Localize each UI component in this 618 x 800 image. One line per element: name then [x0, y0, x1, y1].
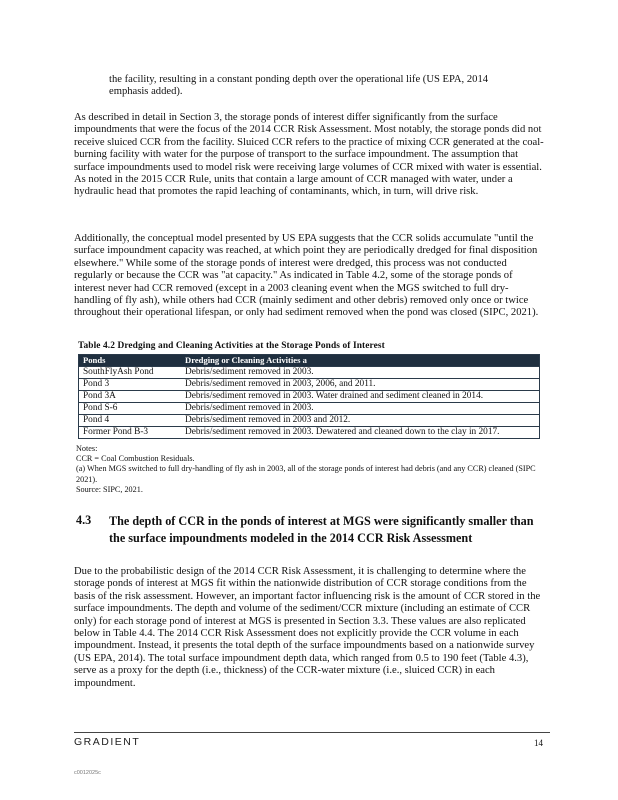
- header-activities: Dredging or Cleaning Activities a: [181, 355, 540, 367]
- table-row: [79, 391, 540, 403]
- pond-activity: Debris/sediment removed in 2003, 2006, and 2011.: [181, 379, 540, 391]
- pond-name: Pond 4: [79, 415, 182, 427]
- pond-name: Pond S-6: [79, 403, 182, 415]
- paragraph-conceptual-model: Additionally, the conceptual model presented by US EPA suggests that the CCR solids accumulate "until the surface impoundment capacity was reached, at which point they are periodically dredged for final disposition elsewhere." While some of the storage ponds of interest were dredged, this process was not conducted regularly or because the CCR was "at capacity." As indicated in Table 4.2, some of the storage ponds of interest never had CCR removed (except in a 2003 cleaning event when the MGS switched to full dry-handling of fly ash), while others had CCR (mainly sediment and other debris) removed only once or twice throughout their operational lifespan, or only had sediment removed when the pond was closed (SIPC, 2021).: [74, 233, 539, 319]
- page-number: 14: [534, 738, 543, 748]
- table-row: [79, 415, 540, 427]
- note-ccr: CCR = Coal Combustion Residuals.: [76, 454, 195, 464]
- gradient-logo: GRADIENT: [74, 736, 141, 748]
- dredging-table: [78, 354, 540, 439]
- notes-label: Notes:: [76, 444, 98, 453]
- paragraph-continued: the facility, resulting in a constant ponding depth over the operational life (US EPA, 2014 emphasis added).: [109, 74, 489, 98]
- paragraph-probabilistic-design: Due to the probabilistic design of the 2014 CCR Risk Assessment, it is challenging to determine where the storage ponds of interest at MGS fit within the nationwide distribution of CCR storage conditions from the basis of the risk assessment. However, an important factor influencing risk is the amount of CCR stored in the surface impoundments. The depth and volume of the sediment/CCR mixture (including an estimate of CCR only) for each storage pond of interest at MGS is presented in Section 3.3. These values are also replicated below in Table 4.4. The 2014 CCR Risk Assessment does not explicitly provide the CCR volume in each impoundment. Instead, it presents the total depth of the surface impoundments based on a nationwide survey (US EPA, 2014). The total surface impoundment depth data, which ranged from 0.5 to 190 feet (Table 4.3), serve as a proxy for the depth (i.e., thickness) of the CCR-water mixture (i.e., sluiced CCR) in each impoundment.: [74, 566, 541, 689]
- pond-activity: Debris/sediment removed in 2003. Dewatered and cleaned down to the clay in 2017.: [181, 427, 540, 439]
- pond-name: Pond 3A: [79, 391, 182, 403]
- header-ponds: Ponds: [79, 355, 182, 367]
- table-row: [79, 403, 540, 415]
- table-row: [79, 367, 540, 379]
- section-heading: The depth of CCR in the ponds of interest at MGS were significantly smaller than the surface impoundments modeled in the 2014 CCR Risk Assessment: [109, 514, 534, 545]
- pond-activity: Debris/sediment removed in 2003 and 2012.: [181, 415, 540, 427]
- document-code: c0012025c: [74, 770, 101, 776]
- pond-activity: Debris/sediment removed in 2003.: [181, 403, 540, 415]
- table-row: [79, 427, 540, 439]
- pond-name: Pond 3: [79, 379, 182, 391]
- table-title: Table 4.2 Dredging and Cleaning Activities at the Storage Ponds of Interest: [78, 341, 385, 351]
- note-source: Source: SIPC, 2021.: [76, 484, 143, 494]
- table-notes: [76, 444, 556, 495]
- pond-name: SouthFlyAsh Pond: [79, 367, 182, 379]
- table-header-row: [79, 355, 540, 367]
- pond-activity: Debris/sediment removed in 2003.: [181, 367, 540, 379]
- pond-activity: Debris/sediment removed in 2003. Water drained and sediment cleaned in 2014.: [181, 391, 540, 403]
- paragraph-storage-ponds: As described in detail in Section 3, the storage ponds of interest differ significantly from the surface impoundments that were the focus of the 2014 CCR Risk Assessment. Most notably, the storage ponds did not receive sluiced CCR from the facility. Sluiced CCR refers to the practice of mixing CCR generated at the coal-burning facility with water for the purpose of transport to the surface impoundment. The assumption that surface impoundments used to model risk were receiving large volumes of CCR mixed with water is essential. As noted in the 2015 CCR Rule, units that contain a large amount of CCR managed with water, under a hydraulic head that promotes the rapid leaching of contaminants, which, in turn, will drive risk.: [74, 112, 544, 198]
- footer-divider: [74, 732, 550, 733]
- note-dry-handling: (a) When MGS switched to full dry-handling of fly ash in 2003, all of the storage ponds of interest had debris (and any CCR) cleaned (SIPC 2021).: [76, 464, 536, 484]
- table-row: [79, 379, 540, 391]
- pond-name: Former Pond B-3: [79, 427, 182, 439]
- section-number: 4.3: [76, 513, 92, 527]
